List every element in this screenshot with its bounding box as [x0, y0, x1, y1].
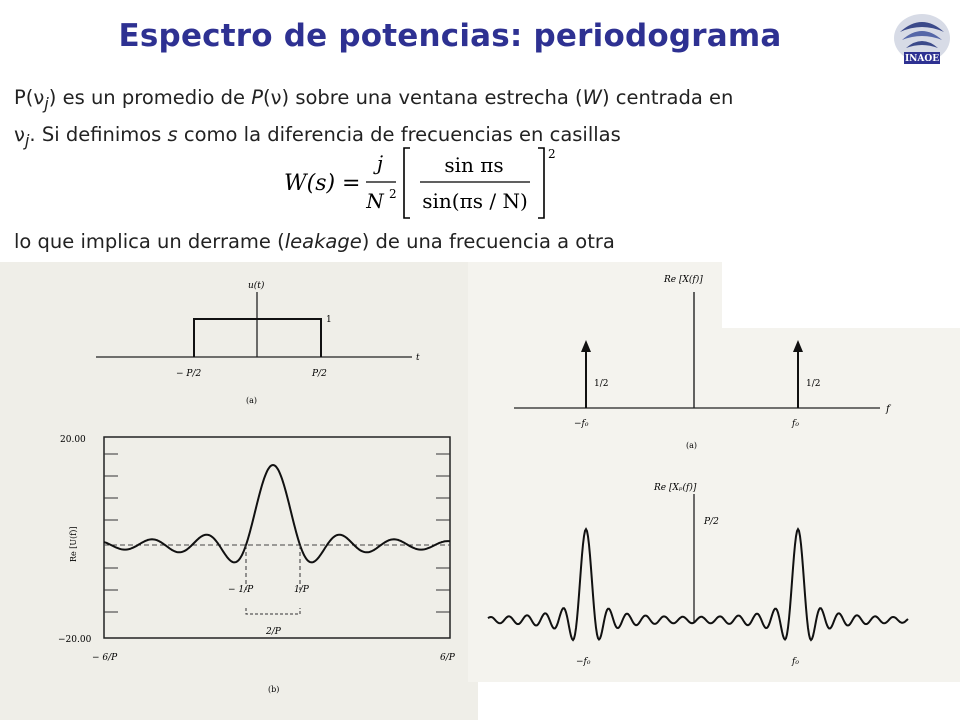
- right-figures: [468, 262, 960, 682]
- formula-den: N: [366, 189, 384, 213]
- sinc-peaks-curve: [488, 529, 908, 640]
- sinc-peaks-plot: [488, 482, 908, 667]
- fig-b-width: 2/P: [266, 627, 281, 637]
- sinc-curve: [104, 465, 450, 562]
- fig-d-left-tick: −f₀: [576, 657, 591, 667]
- fig-c-xlabel: f: [886, 404, 890, 415]
- fig-b-ytop: 20.00: [60, 435, 86, 445]
- leak-text: ) de una frecuencia a otra: [361, 230, 615, 253]
- fig-b-inner-left: − 1/P: [228, 585, 254, 595]
- blank-patch-bottom: [570, 682, 960, 720]
- sinc-ticks: [104, 454, 450, 612]
- para-text: como la diferencia de frecuencias en casillas: [177, 122, 621, 146]
- para-italic: P: [251, 86, 264, 109]
- para-text: (ν) sobre una ventana estrecha (: [263, 86, 583, 109]
- para-text: ν: [14, 122, 25, 146]
- formula-lhs: W(s) =: [284, 171, 361, 196]
- fig-a-right-tick: P/2: [312, 369, 327, 379]
- fig-a-left-tick: − P/2: [176, 369, 202, 379]
- para-sub: j: [44, 93, 49, 113]
- fig-c-left-tick: −f₀: [574, 419, 589, 429]
- fig-a-xlabel: t: [416, 353, 420, 363]
- formula-exp: 2: [548, 147, 556, 161]
- formula-den-exp: 2: [389, 187, 397, 201]
- impulse-plot: [514, 274, 892, 450]
- formula-num: j: [376, 151, 384, 175]
- para-italic: s: [167, 122, 178, 146]
- fig-a-height: 1: [326, 315, 332, 325]
- fig-d-peak: P/2: [704, 517, 719, 527]
- left-figures: [0, 262, 478, 720]
- fig-b-inner-right: 1/P: [294, 585, 309, 595]
- rect-pulse-plot: [96, 280, 420, 405]
- fig-a-ylabel: u(t): [248, 281, 265, 291]
- leak-text: lo que implica un derrame (: [14, 230, 285, 253]
- para-italic: W: [582, 86, 602, 109]
- fig-c-caption: (a): [686, 441, 698, 450]
- fig-b-caption: (b): [268, 685, 280, 694]
- para-text: ) es un promedio de: [48, 86, 252, 109]
- fig-b-xright: 6/P: [440, 653, 455, 663]
- para-text: P(ν: [14, 86, 45, 109]
- slide-title: Espectro de potencias: periodograma: [118, 18, 782, 54]
- leak-italic: leakage: [284, 230, 362, 253]
- para-text: . Si definimos: [29, 122, 168, 146]
- fig-b-xleft: − 6/P: [92, 653, 118, 663]
- fig-b-ylabel: Re [U(f)]: [69, 526, 78, 562]
- fig-d-right-tick: f₀: [792, 657, 799, 667]
- logo-text: INAOE: [904, 54, 940, 64]
- fig-c-impulse-right: 1/2: [806, 379, 821, 389]
- inaoe-logo: [890, 8, 954, 72]
- formula-inner-num: sin πs: [444, 153, 504, 177]
- fig-c-right-tick: f₀: [792, 419, 799, 429]
- leakage-sentence: [14, 230, 615, 253]
- sinc-plot: [58, 435, 456, 694]
- fig-d-ylabel: Re [Xₚ(f)]: [654, 483, 697, 493]
- fig-a-caption: (a): [246, 396, 258, 405]
- fig-b-ybottom: −20.00: [58, 635, 92, 645]
- fig-c-impulse-left: 1/2: [594, 379, 609, 389]
- fig-c-ylabel: Re [X(f)]: [664, 275, 703, 285]
- formula-inner-den: sin(πs / N): [422, 189, 528, 213]
- para-sub: j: [24, 130, 30, 150]
- para-text: ) centrada en: [601, 86, 734, 109]
- window-formula: [284, 144, 584, 224]
